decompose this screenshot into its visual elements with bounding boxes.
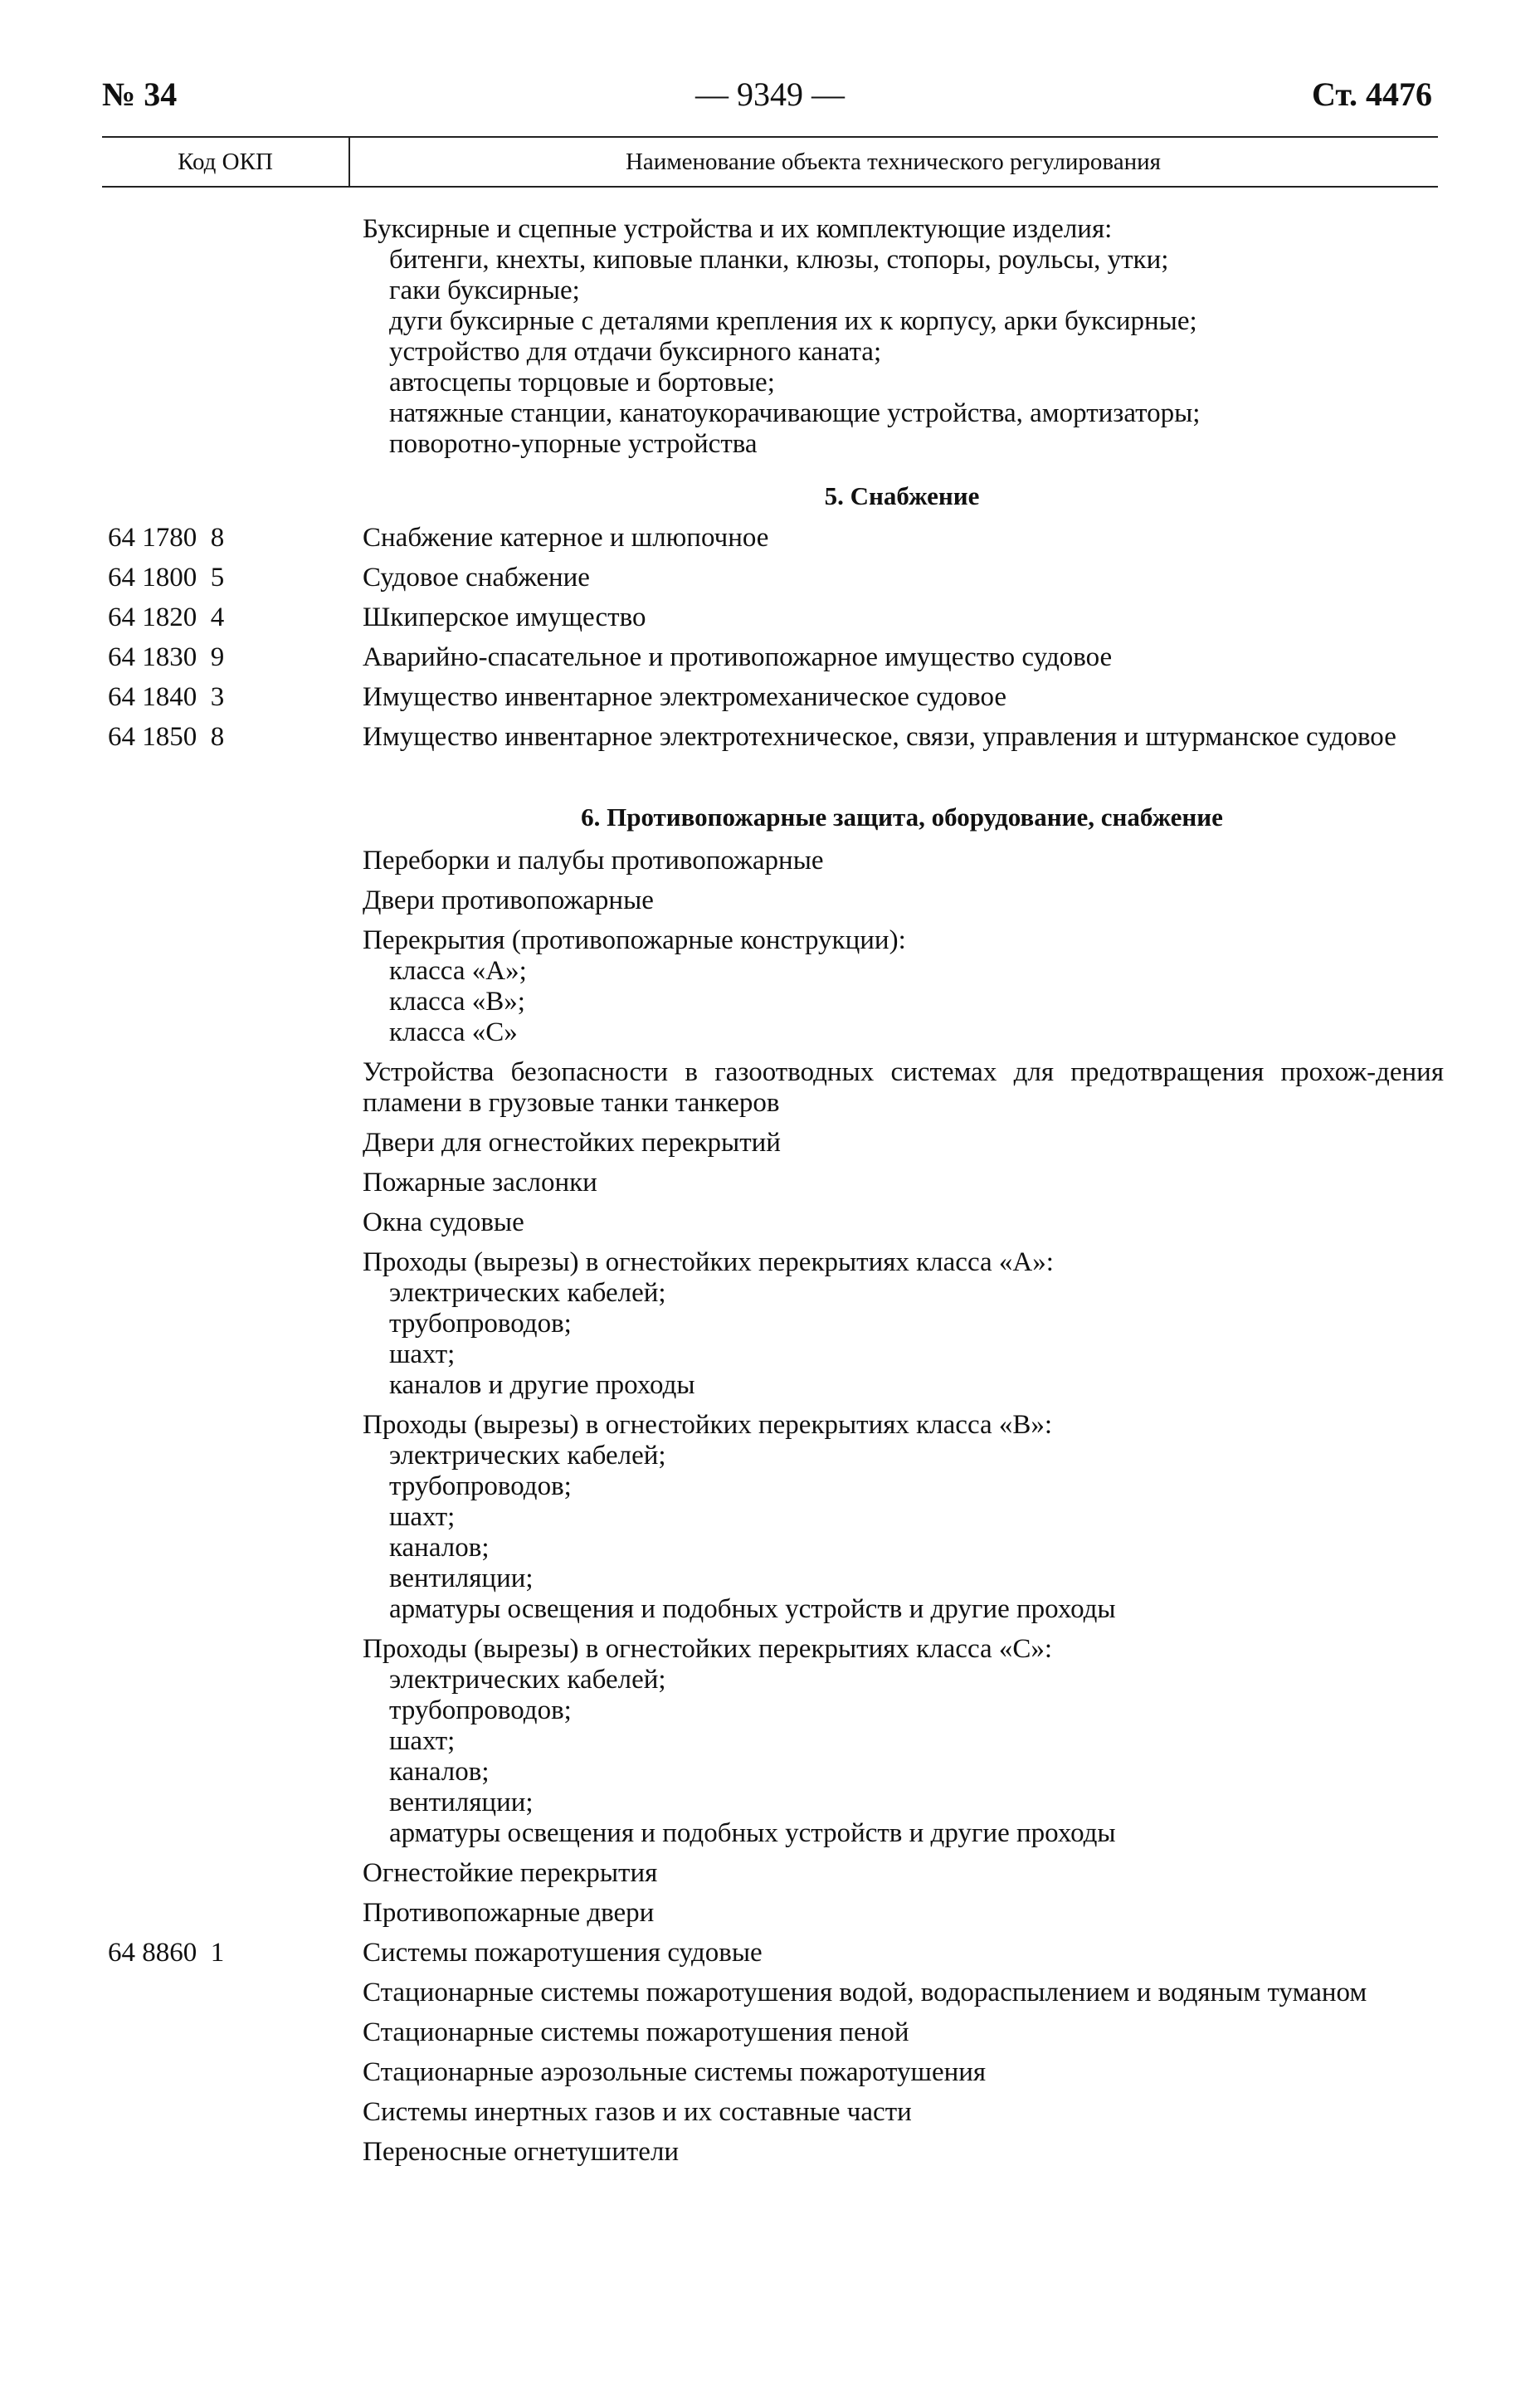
object-name: каналов и другие проходы <box>389 1370 695 1400</box>
object-name: Судовое снабжение <box>363 563 590 593</box>
table-subitem-row <box>0 1788 1540 1818</box>
okp-code <box>0 1858 363 1889</box>
object-name: Снабжение катерное и шлюпочное <box>363 523 769 553</box>
table-row <box>0 1247 1540 1278</box>
okp-code <box>0 956 363 987</box>
object-name: Проходы (вырезы) в огнестойких перекрытиях класса «С»: <box>363 1634 1053 1664</box>
table-subitem-row <box>0 1818 1540 1849</box>
okp-code <box>0 925 363 956</box>
object-name: каналов; <box>389 1533 490 1563</box>
table-subitem-row <box>0 956 1540 987</box>
table-row <box>0 642 1540 673</box>
okp-code <box>0 1057 363 1119</box>
column-header-name: Наименование объекта технического регулирования <box>625 149 1161 175</box>
okp-code <box>0 1502 363 1533</box>
okp-code: 64 8860 1 <box>108 1938 225 1968</box>
table-subitem-row <box>0 337 1540 368</box>
okp-code <box>0 1818 363 1849</box>
table-row <box>0 1057 1540 1119</box>
okp-code <box>0 846 363 876</box>
object-name: устройство для отдачи буксирного каната; <box>389 337 882 367</box>
object-name: Шкиперское имущество <box>363 602 646 632</box>
table-row <box>0 2097 1540 2128</box>
object-name: электрических кабелей; <box>389 1278 666 1308</box>
section-heading: 6. Противопожарные защита, оборудование, снабжение <box>581 802 1223 832</box>
okp-code <box>0 1594 363 1625</box>
table-subitem-row <box>0 368 1540 398</box>
okp-code <box>0 1726 363 1757</box>
table-subitem-row <box>0 276 1540 306</box>
okp-code <box>0 1278 363 1309</box>
okp-code <box>0 1168 363 1198</box>
table-header-bottom-rule <box>102 186 1438 188</box>
okp-code <box>0 2057 363 2088</box>
okp-code <box>0 1471 363 1502</box>
object-name: арматуры освещения и подобных устройств и другие проходы <box>389 1594 1116 1624</box>
object-name: дуги буксирные с деталями крепления их к корпусу, арки буксирные; <box>389 306 1197 336</box>
table-subitem-row <box>0 1278 1540 1309</box>
object-name: Стационарные системы пожаротушения пеной <box>363 2017 909 2047</box>
table-row <box>0 602 1540 633</box>
object-name: каналов; <box>389 1757 490 1787</box>
object-name: Системы инертных газов и их составные части <box>363 2097 912 2127</box>
table-subitem-row <box>0 1594 1540 1625</box>
object-name: трубопроводов; <box>389 1695 572 1725</box>
okp-code <box>0 1563 363 1594</box>
okp-code <box>0 1247 363 1278</box>
table-row <box>0 1898 1540 1929</box>
object-name: Проходы (вырезы) в огнестойких перекрытиях класса «А»: <box>363 1247 1054 1277</box>
okp-code <box>0 398 363 429</box>
table-row <box>0 2057 1540 2088</box>
table-subitem-row <box>0 1441 1540 1471</box>
table-row <box>0 1128 1540 1159</box>
okp-code <box>0 429 363 460</box>
table-row <box>0 682 1540 713</box>
object-name: гаки буксирные; <box>389 276 580 305</box>
okp-code: 64 1820 4 <box>108 602 225 632</box>
okp-code <box>0 1634 363 1665</box>
table-subitem-row <box>0 1533 1540 1563</box>
object-name: Системы пожаротушения судовые <box>363 1938 763 1968</box>
table-subitem-row <box>0 1339 1540 1370</box>
table-subitem-row <box>0 1726 1540 1757</box>
table-subitem-row <box>0 1695 1540 1726</box>
issue-number: № 34 <box>102 76 178 113</box>
okp-code <box>0 2097 363 2128</box>
table-subitem-row <box>0 1563 1540 1594</box>
okp-code <box>0 276 363 306</box>
okp-code <box>0 1978 363 2008</box>
table-row <box>0 925 1540 956</box>
okp-code <box>0 2017 363 2048</box>
table-row <box>0 2137 1540 2168</box>
table-subitem-row <box>0 1665 1540 1695</box>
okp-code <box>0 1898 363 1929</box>
table-row <box>0 523 1540 554</box>
object-name: шахт; <box>389 1502 456 1532</box>
table-subitem-row <box>0 1757 1540 1788</box>
table-row <box>0 1168 1540 1198</box>
okp-code <box>0 1410 363 1441</box>
object-name: Имущество инвентарное электромеханическое судовое <box>363 682 1007 712</box>
okp-code <box>0 1788 363 1818</box>
object-name: поворотно-упорные устройства <box>389 429 758 459</box>
okp-code: 64 1800 5 <box>108 563 225 593</box>
table-subitem-row <box>0 987 1540 1017</box>
table-subitem-row <box>0 1471 1540 1502</box>
okp-code <box>0 1309 363 1339</box>
okp-code <box>0 337 363 368</box>
okp-code <box>0 245 363 276</box>
table-subitem-row <box>0 1017 1540 1048</box>
table-row <box>0 1634 1540 1665</box>
object-name: Перекрытия (противопожарные конструкции): <box>363 925 906 955</box>
object-name: вентиляции; <box>389 1563 534 1593</box>
okp-code <box>0 1128 363 1159</box>
okp-code <box>0 1017 363 1048</box>
object-name: шахт; <box>389 1339 456 1369</box>
table-row <box>0 1858 1540 1889</box>
object-name: Аварийно-спасательное и противопожарное имущество судовое <box>363 642 1113 672</box>
okp-code <box>0 1441 363 1471</box>
object-name: Переносные огнетушители <box>363 2137 680 2167</box>
object-name: арматуры освещения и подобных устройств и другие проходы <box>389 1818 1116 1848</box>
object-name: натяжные станции, канатоукорачивающие устройства, амортизаторы; <box>389 398 1201 428</box>
object-name: Огнестойкие перекрытия <box>363 1858 658 1888</box>
table-row <box>0 563 1540 593</box>
object-name: электрических кабелей; <box>389 1441 666 1471</box>
column-header-code: Код ОКП <box>178 149 273 175</box>
object-name: Устройства безопасности в газоотводных системах для предотвращения прохож-дения пламени в грузовые танки танкеров <box>363 1057 1444 1118</box>
okp-code: 64 1840 3 <box>108 682 225 712</box>
object-name: Двери для огнестойких перекрытий <box>363 1128 781 1158</box>
article-number: Ст. 4476 <box>1312 76 1432 113</box>
object-name: автосцепы торцовые и бортовые; <box>389 368 775 398</box>
object-name: Переборки и палубы противопожарные <box>363 846 824 876</box>
object-name: Имущество инвентарное электротехническое, связи, управления и штурманское судовое <box>363 722 1396 752</box>
object-name: трубопроводов; <box>389 1471 572 1501</box>
table-subitem-row <box>0 306 1540 337</box>
okp-code: 64 1830 9 <box>108 642 225 672</box>
table-row <box>0 1207 1540 1238</box>
okp-code <box>0 214 363 245</box>
okp-code <box>0 1339 363 1370</box>
object-name: трубопроводов; <box>389 1309 572 1339</box>
object-name: электрических кабелей; <box>389 1665 666 1695</box>
object-name: Пожарные заслонки <box>363 1168 597 1198</box>
object-name: Противопожарные двери <box>363 1898 655 1928</box>
object-name: Стационарные системы пожаротушения водой, водораспылением и водяным туманом <box>363 1978 1367 2007</box>
okp-code <box>0 2137 363 2168</box>
table-row <box>0 846 1540 876</box>
okp-code <box>0 1757 363 1788</box>
table-header-top-rule <box>102 136 1438 138</box>
object-name: шахт; <box>389 1726 456 1756</box>
section-heading: 5. Снабжение <box>824 481 980 510</box>
table-row <box>0 214 1540 245</box>
object-name: Окна судовые <box>363 1207 524 1237</box>
okp-code <box>0 987 363 1017</box>
table-subitem-row <box>0 1309 1540 1339</box>
table-row <box>0 1978 1540 2008</box>
okp-code <box>0 306 363 337</box>
document-body <box>0 214 1540 2168</box>
object-name: класса «С» <box>389 1017 518 1047</box>
okp-code <box>0 1207 363 1238</box>
table-row <box>0 722 1540 753</box>
okp-code <box>0 1370 363 1401</box>
okp-code <box>0 885 363 916</box>
table-row <box>0 1410 1540 1441</box>
table-subitem-row <box>0 429 1540 460</box>
table-subitem-row <box>0 1502 1540 1533</box>
table-row <box>0 1938 1540 1968</box>
object-name: Проходы (вырезы) в огнестойких перекрытиях класса «В»: <box>363 1410 1053 1440</box>
object-name: Двери противопожарные <box>363 885 654 915</box>
object-name: класса «А»; <box>389 956 527 986</box>
table-subitem-row <box>0 245 1540 276</box>
object-name: Буксирные и сцепные устройства и их комплектующие изделия: <box>363 214 1113 244</box>
table-subitem-row <box>0 398 1540 429</box>
table-row <box>0 2017 1540 2048</box>
okp-code <box>0 368 363 398</box>
okp-code <box>0 1665 363 1695</box>
okp-code: 64 1850 8 <box>108 722 225 752</box>
table-row <box>0 885 1540 916</box>
okp-code <box>0 1695 363 1726</box>
object-name: класса «В»; <box>389 987 525 1017</box>
table-subitem-row <box>0 1370 1540 1401</box>
object-name: Стационарные аэрозольные системы пожаротушения <box>363 2057 987 2087</box>
page-number: — 9349 — <box>695 76 845 113</box>
okp-code <box>0 1533 363 1563</box>
okp-code: 64 1780 8 <box>108 523 225 553</box>
object-name: битенги, кнехты, киповые планки, клюзы, стопоры, роульсы, утки; <box>389 245 1169 275</box>
object-name: вентиляции; <box>389 1788 534 1817</box>
